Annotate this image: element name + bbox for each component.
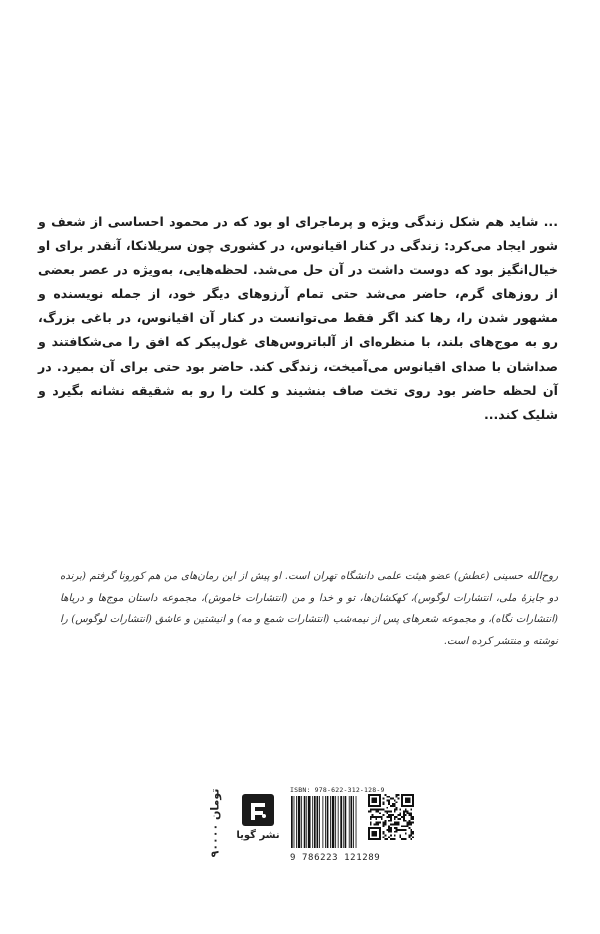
back-cover-footer	[0, 778, 600, 888]
barcode-number: 9 786223 121289	[290, 853, 381, 863]
publisher-logo-icon	[242, 794, 274, 826]
publisher-name: نشر گویا	[236, 830, 280, 841]
qr-code-icon	[368, 794, 414, 840]
price-label	[198, 790, 232, 856]
price-text: ۹۰۰۰۰ تومان	[208, 788, 222, 858]
back-cover-excerpt: ... شاید هم شکل زندگی ویژه و پرماجرای او بود که در محمود احساسی از شعف و شور ایجاد می‌کرد: زندگی در کنار اقیانوس، در کشوری چون سریلانکا، آنقدر برای او خیال‌انگیز بود که دوست داشت در آن حل می‌شد. لحظه‌هایی، به‌ویژه در عصر بعضی از روزهای گرم، حاضر می‌شد حتی تمام آرزوهای دیگر خود، از جمله نویسنده و مشهور شدن را، رها کند اگر فقط می‌توانست در کنار آن اقیانوس، در باغی بزرگ، رو به موج‌های بلند، با منظره‌ای از آلباتروس‌های غول‌پیکر که افق را می‌شکافتند و صداشان با صدای اقیانوس می‌آمیخت، زندگی کند. حاضر بود حتی برای آن بمیرد. در آن لحظه حاضر بود روی تخت صاف بنشیند و کلت را رو به شقیقه نشانه بگیرد و شلیک کند...	[38, 214, 558, 422]
author-bio: روح‌الله حسینی (عطش) عضو هیئت علمی دانشگاه تهران است. او پیش از این رمان‌های من هم کورونا گرفتم (برنده دو جایزهٔ ملی، انتشارات لوگوس)، کهکشان‌ها، تو و خدا و من (انتشارات خاموش)، مجموعه داستان موج‌ها و دریاها (انتشارات نگاه)، و مجموعه شعرهای پس از نیمه‌شب (انتشارات شمع و مه) و انیشتین و عاشق (انتشارات لوگوس) را نوشته و منتشر کرده است.	[60, 571, 558, 647]
isbn-label: ISBN: 978-622-312-128-9	[290, 786, 385, 794]
